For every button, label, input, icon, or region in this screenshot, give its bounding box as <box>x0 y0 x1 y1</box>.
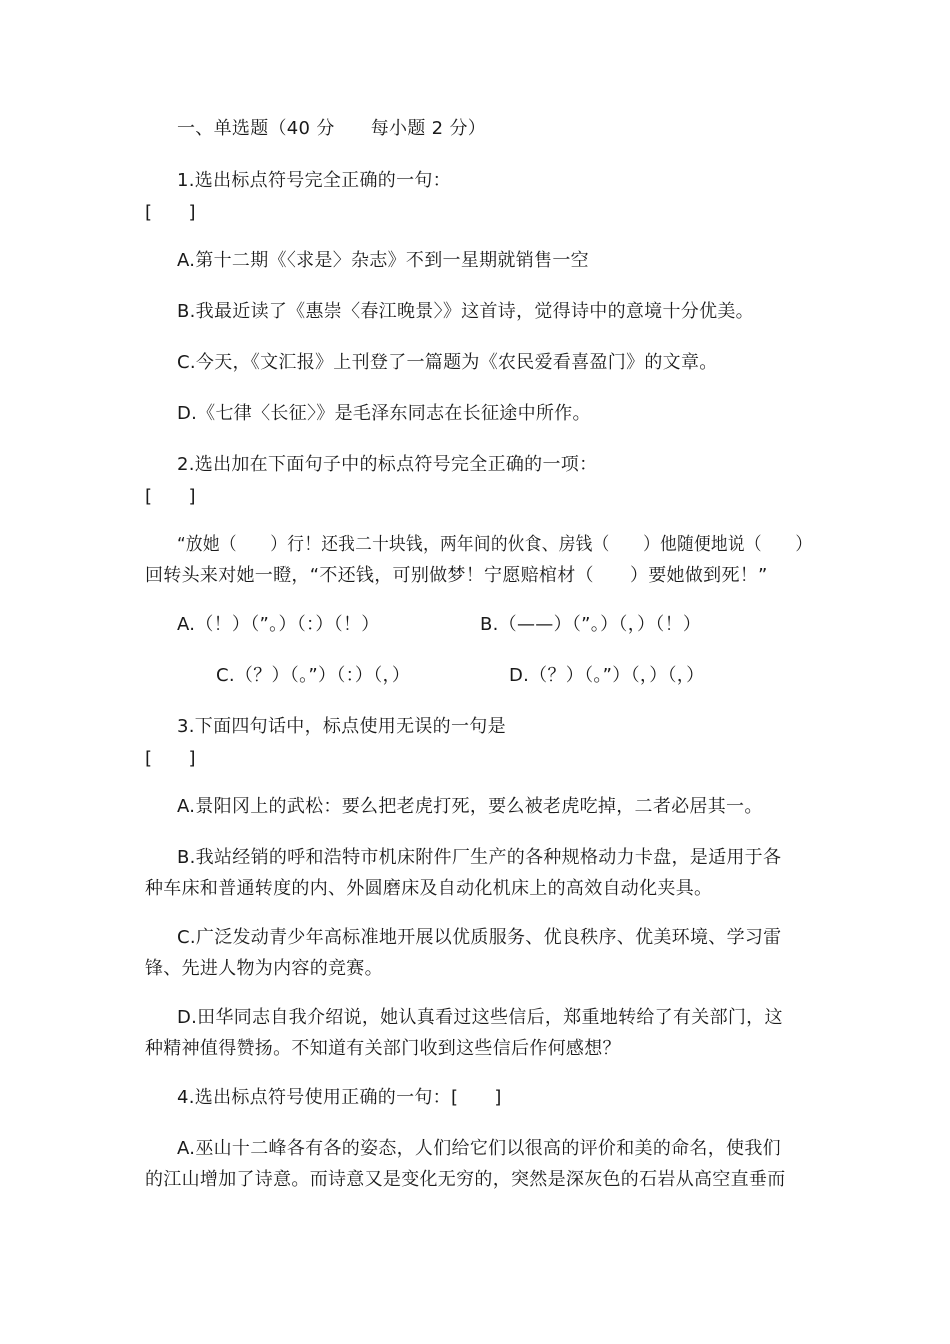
q3-option-c-line-2: 锋、先进人物为内容的竞赛。 <box>145 958 383 979</box>
q3-option-b-line-2: 种车床和普通转度的内、外圆磨床及自动化机床上的高效自动化夹具。 <box>145 878 713 899</box>
q1-option-b: B.我最近读了《惠崇〈春江晚景〉》这首诗，觉得诗中的意境十分优美。 <box>177 301 754 322</box>
q3-option-d-line-1: D.田华同志自我介绍说，她认真看过这些信后，郑重地转给了有关部门，这 <box>177 1007 783 1028</box>
q3-answer-bracket: [ ] <box>145 748 196 769</box>
q1-stem: 1.选出标点符号完全正确的一句： <box>177 170 451 191</box>
section-title: 一、单选题（40 分 每小题 2 分） <box>177 118 487 139</box>
q4-option-a-line-1: A.巫山十二峰各有各的姿态，人们给它们以很高的评价和美的命名，使我们 <box>177 1138 781 1159</box>
q4-option-a-line-2: 的江山增加了诗意。而诗意又是变化无穷的，突然是深灰色的石岩从高空直垂而 <box>145 1169 786 1190</box>
q1-option-c: C.今天，《文汇报》上刊登了一篇题为《农民爱看喜盈门》的文章。 <box>177 352 718 373</box>
q2-option-a: A.（！）（”。）（：）（！） <box>177 614 380 635</box>
q2-option-b: B.（——）（”。）（，）（！） <box>480 614 702 635</box>
q2-stem: 2.选出加在下面句子中的标点符号完全正确的一项： <box>177 454 598 475</box>
q2-option-c: C.（？）（。”）（：）（，） <box>216 665 411 686</box>
q2-option-d: D.（？）（。”）（，）（，） <box>509 665 705 686</box>
q3-option-b-line-1: B.我站经销的呼和浩特市机床附件厂生产的各种规格动力卡盘，是适用于各 <box>177 847 782 868</box>
q4-stem: 4.选出标点符号使用正确的一句：[ ] <box>177 1087 502 1108</box>
q3-stem: 3.下面四句话中，标点使用无误的一句是 <box>177 716 506 737</box>
q2-passage-line-1: “放她（ ）行！还我二十块钱，两年间的伙食、房钱（ ）他随便地说（ ） <box>177 534 813 555</box>
q2-passage-line-2: 回转头来对她一瞪，“不还钱，可别做梦！宁愿赔棺材（ ）要她做到死！” <box>145 565 768 586</box>
q1-option-d: D.《七律〈长征〉》是毛泽东同志在长征途中所作。 <box>177 403 591 424</box>
q3-option-a: A.景阳冈上的武松：要么把老虎打死，要么被老虎吃掉，二者必居其一。 <box>177 796 763 817</box>
q1-answer-bracket: [ ] <box>145 202 196 223</box>
q2-answer-bracket: [ ] <box>145 486 196 507</box>
q1-option-a: A.第十二期《〈求是〉杂志》不到一星期就销售一空 <box>177 250 589 271</box>
q3-option-c-line-1: C.广泛发动青少年高标准地开展以优质服务、优良秩序、优美环境、学习雷 <box>177 927 782 948</box>
q3-option-d-line-2: 种精神值得赞扬。不知道有关部门收到这些信后作何感想？ <box>145 1038 621 1059</box>
